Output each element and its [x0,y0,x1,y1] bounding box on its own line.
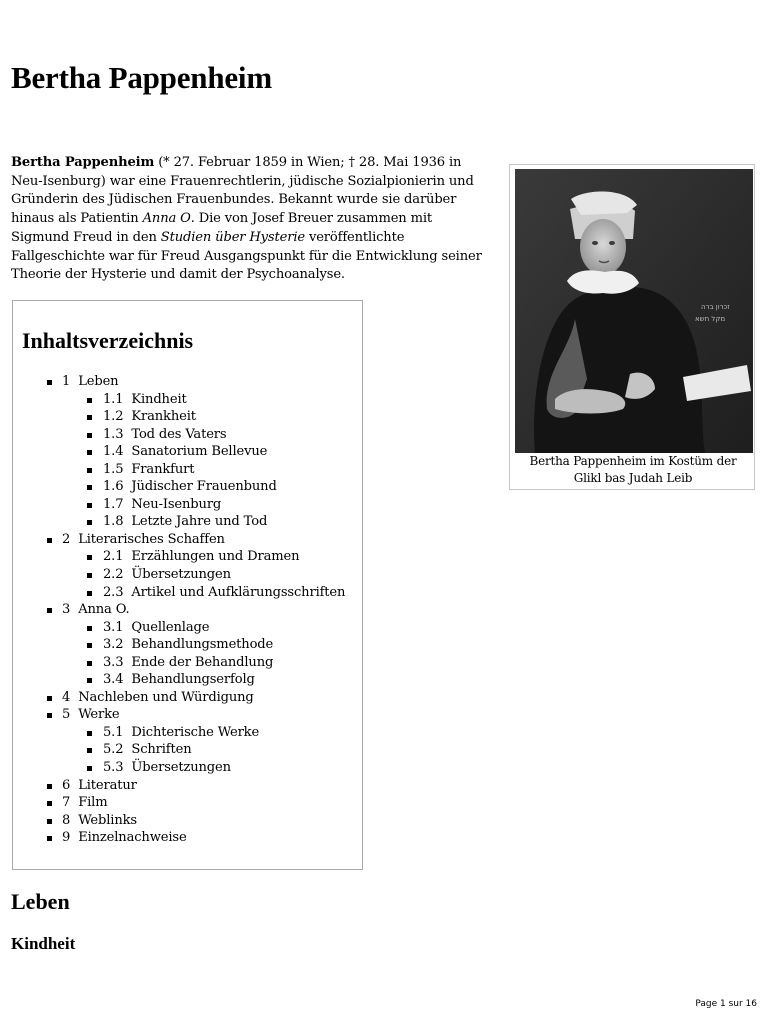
toc-item-label[interactable]: Literarisches Schaffen [78,531,225,547]
toc-item[interactable] [13,812,362,830]
toc-item-number: 1.6 [103,479,124,495]
toc-item-number: 8 [62,812,71,828]
toc-item[interactable] [13,671,362,689]
toc-item-label[interactable]: Dichterische Werke [131,724,260,740]
toc-item-label[interactable]: Weblinks [78,812,137,828]
toc-item-label[interactable]: Nachleben und Würdigung [78,689,254,705]
toc-item[interactable] [13,584,362,602]
toc-item-number: 3.3 [103,654,124,670]
toc-item-label[interactable]: Literatur [78,777,137,793]
toc-item[interactable] [13,759,362,777]
toc-item[interactable] [13,636,362,654]
toc-item-number: 1 [62,374,71,389]
toc-item-number: 3.2 [103,637,124,653]
toc-item-label[interactable]: Anna O. [78,602,130,618]
toc-item[interactable] [13,391,362,409]
toc-item[interactable] [13,601,362,619]
toc-item[interactable] [13,794,362,812]
toc-item-number: 3.4 [103,672,124,688]
toc-item[interactable] [13,443,362,461]
toc-item[interactable] [13,426,362,444]
toc-item[interactable] [13,478,362,496]
toc-item[interactable] [13,706,362,724]
page-number: Page 1 sur 16 [695,999,757,1009]
toc-item-number: 3.1 [103,619,124,635]
intro-text-part3: veröffentlichte Fallgeschichte war für Freud Ausgangspunkt für die Entwicklung seiner Theorie der Hysterie und damit der Psychoanalyse. [11,229,482,283]
toc-item-number: 1.5 [103,461,124,477]
intro-name: Bertha Pappenheim [11,155,155,170]
toc-item-label[interactable]: Werke [78,707,120,723]
toc-item-label[interactable]: Übersetzungen [131,567,231,583]
toc-item-label[interactable]: Behandlungsmethode [131,637,274,653]
intro-paragraph [11,154,489,285]
toc-item[interactable] [13,724,362,742]
toc-item-number: 7 [62,795,71,811]
toc-item-number: 1.4 [103,444,124,460]
intro-link-studien[interactable]: Studien über Hysterie [160,229,305,245]
toc-item-label[interactable]: Leben [78,374,119,389]
toc-item-number: 6 [62,777,71,793]
toc-item-label[interactable]: Quellenlage [131,619,210,635]
toc-item[interactable] [13,654,362,672]
portrait-caption: Bertha Pappenheim im Kostüm der Glikl bas Judah Leib [529,454,737,485]
toc-item-number: 2 [62,531,71,547]
intro-text-part2: . Die von Josef Breuer zusammen mit Sigmund Freud in den [11,211,433,245]
toc-item[interactable] [13,461,362,479]
toc-item-number: 9 [62,830,71,846]
toc-item-label[interactable]: Schriften [131,742,192,758]
toc-item[interactable] [13,531,362,549]
svg-text:מקל חשא: מקל חשא [695,315,726,323]
toc-list [13,373,362,847]
toc-item-number: 1.7 [103,496,124,512]
intro-link-anna-o[interactable]: Anna O [142,211,191,227]
toc-item[interactable] [13,777,362,795]
toc-item-label[interactable]: Artikel und Aufklärungsschriften [131,584,346,600]
toc-item-label[interactable]: Frankfurt [131,461,195,477]
toc-item-label[interactable]: Ende der Behandlung [131,654,274,670]
toc-item-label[interactable]: Letzte Jahre und Tod [131,514,268,530]
toc-item-label[interactable]: Einzelnachweise [78,830,187,846]
toc-item-number: 5 [62,707,71,723]
toc-item[interactable] [13,496,362,514]
toc-item-number: 5.2 [103,742,124,758]
portrait-image [515,169,753,453]
toc-item[interactable] [13,566,362,584]
toc-item-number: 4 [62,689,71,705]
toc-item-label[interactable]: Übersetzungen [131,760,231,776]
toc-item[interactable] [13,373,362,391]
subsection-heading-kindheit: Kindheit [11,934,76,953]
toc-item-label[interactable]: Tod des Vaters [131,426,227,442]
toc-item[interactable] [13,829,362,847]
toc-item-label[interactable]: Jüdischer Frauenbund [131,479,277,495]
toc-item[interactable] [13,689,362,707]
toc-item-number: 2.3 [103,584,124,600]
section-heading-leben: Leben [11,889,70,914]
table-of-contents [12,300,363,870]
svg-text:זכרון ברה: זכרון ברה [701,303,730,311]
toc-item-label[interactable]: Sanatorium Bellevue [131,444,268,460]
toc-title: Inhaltsverzeichnis [22,328,194,353]
toc-item[interactable] [13,548,362,566]
portrait-figure [509,164,755,490]
toc-item-number: 5.3 [103,760,124,776]
toc-item-number: 1.8 [103,514,124,530]
toc-item-number: 3 [62,602,71,618]
portrait-photo[interactable] [515,169,753,453]
toc-item-label[interactable]: Kindheit [131,391,187,407]
toc-item-number: 2.2 [103,567,124,583]
intro-text-part1: (* 27. Februar 1859 in Wien; † 28. Mai 1936 in Neu-Isenburg) war eine Frauenrechtlerin, jüdische Sozialpionierin und Gründerin des Jüdischen Frauenbundes. Bekannt wurde sie darüber hinaus als Patientin [11,155,474,227]
toc-item-number: 1.3 [103,426,124,442]
toc-item-number: 1.1 [103,391,124,407]
toc-item[interactable] [13,513,362,531]
toc-item-number: 2.1 [103,549,124,565]
toc-item-label[interactable]: Krankheit [131,409,196,425]
page-title: Bertha Pappenheim [11,60,272,95]
toc-item-label[interactable]: Neu-Isenburg [131,496,222,512]
toc-item-number: 5.1 [103,724,124,740]
toc-item-label[interactable]: Erzählungen und Dramen [131,549,300,565]
toc-item-number: 1.2 [103,409,124,425]
toc-item[interactable] [13,619,362,637]
toc-item[interactable] [13,741,362,759]
toc-item-label[interactable]: Film [78,795,108,811]
toc-item-label[interactable]: Behandlungserfolg [131,672,255,688]
toc-item[interactable] [13,408,362,426]
